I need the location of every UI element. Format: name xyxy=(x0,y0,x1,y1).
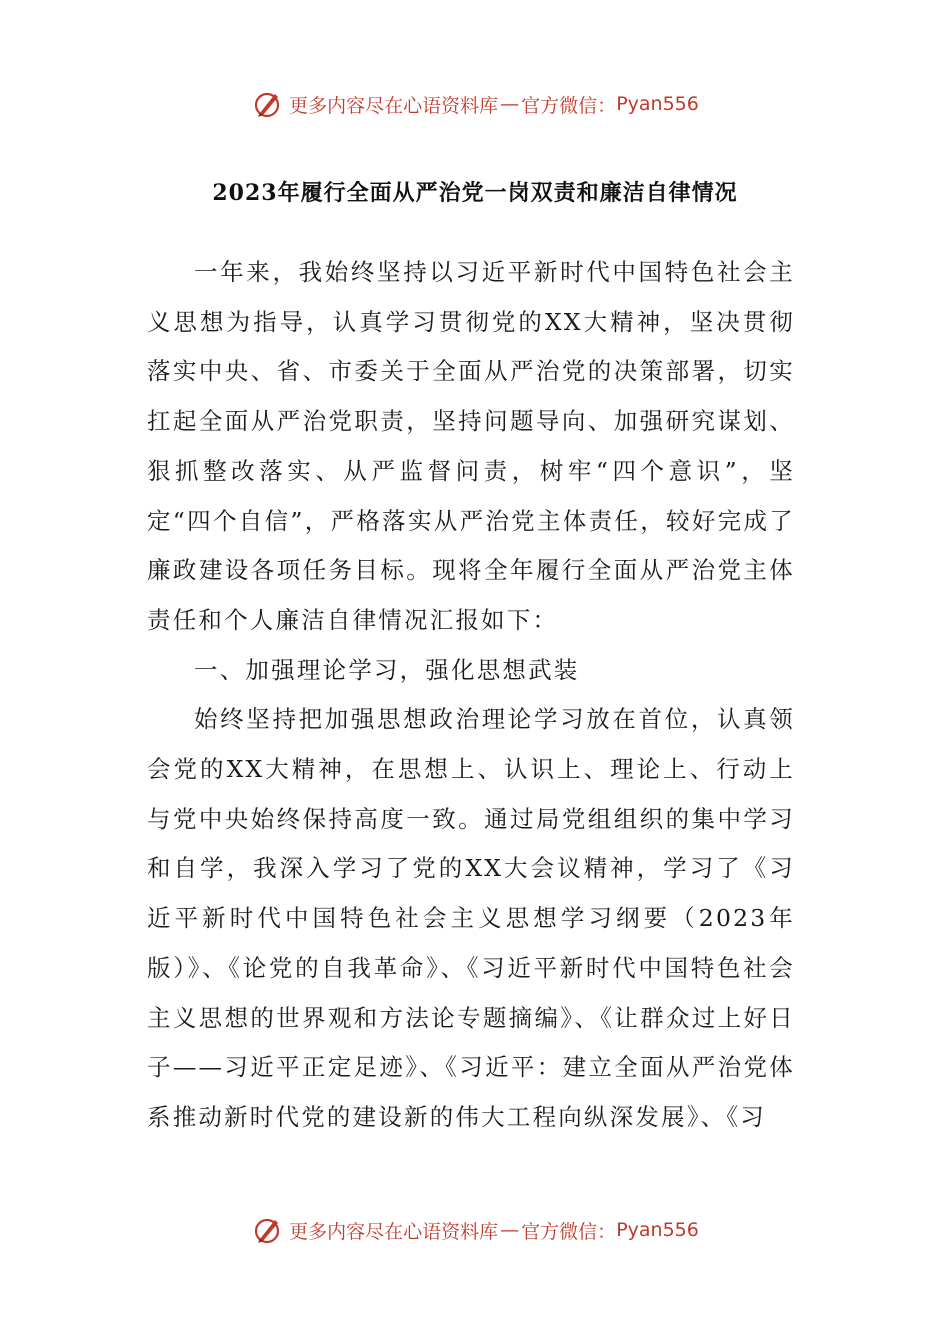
watermark-separator: — xyxy=(500,93,520,115)
footer-watermark xyxy=(0,1210,950,1250)
watermark-brand: 更多内容尽在心语资料库 xyxy=(289,1220,499,1243)
section-heading-1: 一、加强理论学习，强化思想武装 xyxy=(194,655,580,684)
watermark-brand: 更多内容尽在心语资料库 xyxy=(289,94,499,117)
header-watermark xyxy=(0,84,950,124)
watermark-account-label: 官方微信： xyxy=(521,1220,617,1243)
paragraph-section-1: 始终坚持把加强思想政治理论学习放在首位，认真领会党的XX大精神，在思想上、认识上、理论上、行动上与党中央始终保持高度一致。通过局党组组织的集中学习和自学，我深入学习了党的XX大会议精神，学习了《习近平新时代中国特色社会主义思想学习纲要（2023年版）》、《论党的自我革命》、《习近平新时代中国特色社会主义思想的世界观和方法论专题摘编》、《让群众过上好日子——习近平正定足迹》、《习近平：建立全面从严治党体系推动新时代党的建设新的伟大工程向纵深发展》、《习 xyxy=(147,705,795,1131)
watermark-account-id: Pyan556 xyxy=(616,93,699,115)
watermark-account-id: Pyan556 xyxy=(616,1219,699,1241)
pen-in-circle-icon xyxy=(251,1214,283,1246)
paragraph-intro: 一年来，我始终坚持以习近平新时代中国特色社会主义思想为指导，认真学习贯彻党的XX大精神，坚决贯彻落实中央、省、市委关于全面从严治党的决策部署，切实扛起全面从严治党职责，坚持问题导向、加强研究谋划、狠抓整改落实、从严监督问责，树牢“四个意识”，坚定“四个自信”，严格落实从严治党主体责任，较好完成了廉政建设各项任务目标。现将全年履行全面从严治党主体责任和个人廉洁自律情况汇报如下： xyxy=(147,258,795,634)
pen-in-circle-icon xyxy=(251,88,283,120)
document-title: 2023年履行全面从严治党一岗双责和廉洁自律情况 xyxy=(212,180,738,206)
document-body xyxy=(147,248,795,1143)
watermark-separator: — xyxy=(500,1219,520,1241)
watermark-account-label: 官方微信： xyxy=(521,94,617,117)
